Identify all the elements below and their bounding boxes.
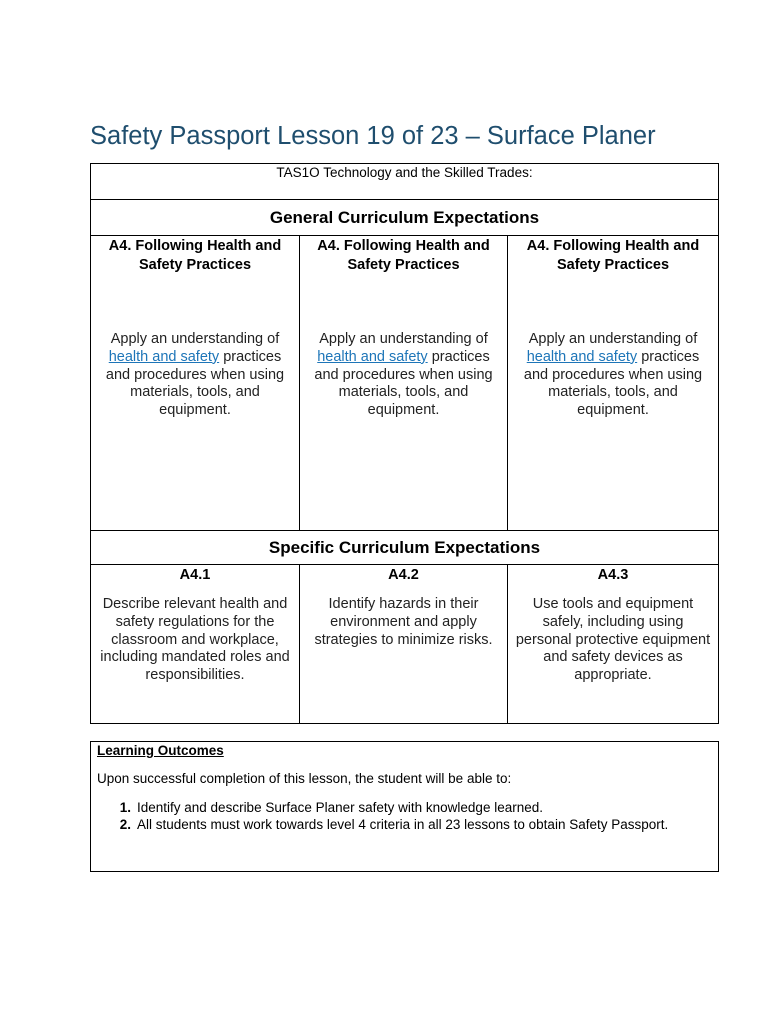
curriculum-table	[90, 163, 719, 724]
specific-heading-row	[91, 531, 719, 565]
general-expectation-body	[91, 331, 299, 420]
general-expectation-text: practices and procedures when using materials, tools, and equipment.	[314, 348, 493, 419]
health-and-safety-link[interactable]: health and safety	[108, 348, 220, 365]
health-and-safety-link[interactable]: health and safety	[317, 348, 428, 365]
list-item-number: 2.	[119, 817, 131, 832]
general-expectation-heading: A4. Following Health and Safety Practices	[317, 238, 490, 273]
general-heading-row	[91, 200, 719, 236]
list-item	[97, 799, 668, 816]
learning-outcomes-title: Learning Outcomes	[97, 743, 224, 758]
specific-expectation-text: Describe relevant health and safety regulations for the classroom and workplace, including mandated roles and responsibilities.	[100, 596, 290, 684]
specific-expectation-code: A4.2	[388, 567, 419, 583]
course-title: TAS1O Technology and the Skilled Trades:	[91, 164, 719, 200]
general-expectations-row	[91, 236, 719, 531]
list-item-text: All students must work towards level 4 criteria in all 23 lessons to obtain Safety Passport.	[137, 817, 669, 832]
specific-expectations-row	[91, 565, 719, 724]
general-expectation-body	[508, 331, 718, 420]
list-item-number: 1.	[119, 800, 131, 815]
general-expectation-cell	[91, 236, 300, 531]
general-expectation-heading: A4. Following Health and Safety Practices	[108, 238, 282, 273]
list-item-text: Identify and describe Surface Planer safety with knowledge learned.	[137, 800, 543, 815]
general-expectation-text: Apply an understanding of	[110, 331, 280, 347]
general-expectation-text: Apply an understanding of	[319, 331, 488, 347]
health-and-safety-link[interactable]: health and safety	[526, 348, 638, 365]
general-expectation-cell	[300, 236, 508, 531]
specific-expectation-code: A4.3	[597, 567, 629, 583]
learning-outcomes-intro: Upon successful completion of this lesson, the student will be able to:	[97, 771, 512, 786]
specific-expectation-cell	[300, 565, 508, 724]
general-expectation-text: practices and procedures when using materials, tools, and equipment.	[523, 348, 703, 419]
general-expectation-text: practices and procedures when using materials, tools, and equipment.	[105, 348, 285, 419]
specific-expectation-cell	[508, 565, 719, 724]
general-expectation-body	[300, 331, 507, 420]
learning-outcomes-box	[90, 741, 719, 872]
specific-expectations-heading: Specific Curriculum Expectations	[91, 531, 719, 565]
general-expectation-heading: A4. Following Health and Safety Practices	[526, 238, 700, 273]
specific-expectation-code: A4.1	[179, 567, 211, 583]
page-title: Safety Passport Lesson 19 of 23 – Surface Planer	[90, 122, 656, 150]
specific-expectation-text: Use tools and equipment safely, including using personal protective equipment and safety devices as appropriate.	[515, 596, 711, 684]
specific-expectation-text: Identify hazards in their environment and apply strategies to minimize risks.	[314, 596, 493, 648]
general-expectations-heading: General Curriculum Expectations	[91, 200, 719, 236]
specific-expectation-cell	[91, 565, 300, 724]
course-row	[91, 164, 719, 200]
list-item	[97, 816, 668, 833]
general-expectation-text: Apply an understanding of	[528, 331, 698, 347]
general-expectation-cell	[508, 236, 719, 531]
learning-outcomes-list	[97, 799, 668, 833]
